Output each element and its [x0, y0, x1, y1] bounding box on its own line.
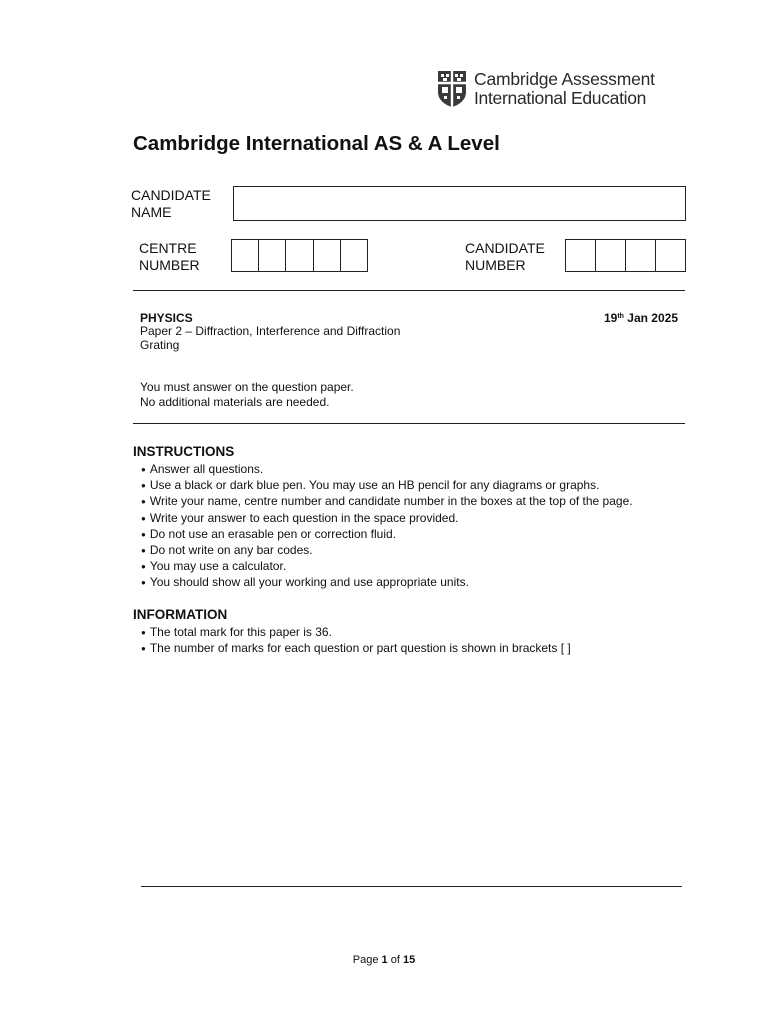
- logo-line-2: International Education: [474, 88, 647, 108]
- centre-number-label-line-1: CENTRE: [139, 240, 197, 256]
- total-pages: 15: [402, 954, 416, 966]
- divider: [133, 290, 685, 291]
- list-item: ● Use a black or dark blue pen. You may use an HB pencil for any diagrams or graphs.: [141, 477, 633, 493]
- page-number: [0, 954, 768, 966]
- list-item: ● Answer all questions.: [141, 461, 633, 477]
- centre-number-digit-box[interactable]: [259, 240, 286, 271]
- candidate-number-label: [465, 240, 555, 274]
- candidate-number-boxes: [565, 239, 686, 272]
- date-suffix: th: [617, 313, 624, 320]
- paper-title: [140, 324, 410, 352]
- materials-note-line-1: You must answer on the question paper.: [140, 380, 354, 394]
- materials-note: [140, 380, 354, 410]
- candidate-number-label-line-1: CANDIDATE: [465, 240, 545, 256]
- candidate-name-label: [131, 187, 221, 221]
- instructions-list: [141, 461, 633, 591]
- list-item: ● Write your name, centre number and candidate number in the boxes at the top of the page.: [141, 493, 633, 509]
- candidate-number-label-line-2: NUMBER: [465, 257, 526, 273]
- candidate-name-label-line-2: NAME: [131, 204, 172, 220]
- candidate-name-label-line-1: CANDIDATE: [131, 187, 211, 203]
- centre-number-digit-box[interactable]: [341, 240, 367, 271]
- list-item: ● The number of marks for each question or part question is shown in brackets [ ]: [141, 640, 571, 656]
- exam-date: [604, 311, 678, 325]
- subject: PHYSICS: [140, 311, 193, 325]
- current-page: 1: [381, 954, 388, 966]
- candidate-number-digit-box[interactable]: [626, 240, 656, 271]
- paper-title-line-1: Paper 2 – Diffraction, Interference and Diffraction: [140, 324, 401, 338]
- centre-number-label-line-2: NUMBER: [139, 257, 200, 273]
- candidate-number-digit-box[interactable]: [566, 240, 596, 271]
- cambridge-logo: [437, 70, 662, 110]
- information-heading: INFORMATION: [133, 607, 228, 622]
- paper-title-line-2: Grating: [140, 338, 180, 352]
- list-item: ● You may use a calculator.: [141, 558, 633, 574]
- candidate-name-box[interactable]: [233, 186, 686, 221]
- centre-number-boxes: [231, 239, 368, 272]
- divider: [133, 423, 685, 424]
- centre-number-label: [139, 240, 229, 274]
- candidate-number-digit-box[interactable]: [596, 240, 626, 271]
- list-item: ● Do not write on any bar codes.: [141, 542, 633, 558]
- list-item: ● You should show all your working and use appropriate units.: [141, 574, 633, 590]
- centre-number-digit-box[interactable]: [286, 240, 313, 271]
- candidate-number-digit-box[interactable]: [656, 240, 685, 271]
- date-month-year: Jan 2025: [623, 311, 678, 325]
- list-item: ● Write your answer to each question in the space provided.: [141, 510, 633, 526]
- crest-icon: [437, 70, 467, 108]
- list-item: ● Do not use an erasable pen or correction fluid.: [141, 526, 633, 542]
- page-middle: of: [387, 954, 403, 966]
- instructions-heading: INSTRUCTIONS: [133, 444, 235, 459]
- centre-number-digit-box[interactable]: [232, 240, 259, 271]
- page-title: Cambridge International AS & A Level: [133, 132, 500, 155]
- centre-number-digit-box[interactable]: [314, 240, 341, 271]
- information-list: [141, 624, 571, 656]
- footer-divider: [141, 886, 682, 887]
- date-day: 19: [603, 311, 618, 325]
- logo-wordmark: [474, 70, 655, 108]
- materials-note-line-2: No additional materials are needed.: [140, 395, 330, 409]
- list-item: ● The total mark for this paper is 36.: [141, 624, 571, 640]
- logo-line-1: Cambridge Assessment: [474, 69, 655, 89]
- page-prefix: Page: [352, 954, 382, 966]
